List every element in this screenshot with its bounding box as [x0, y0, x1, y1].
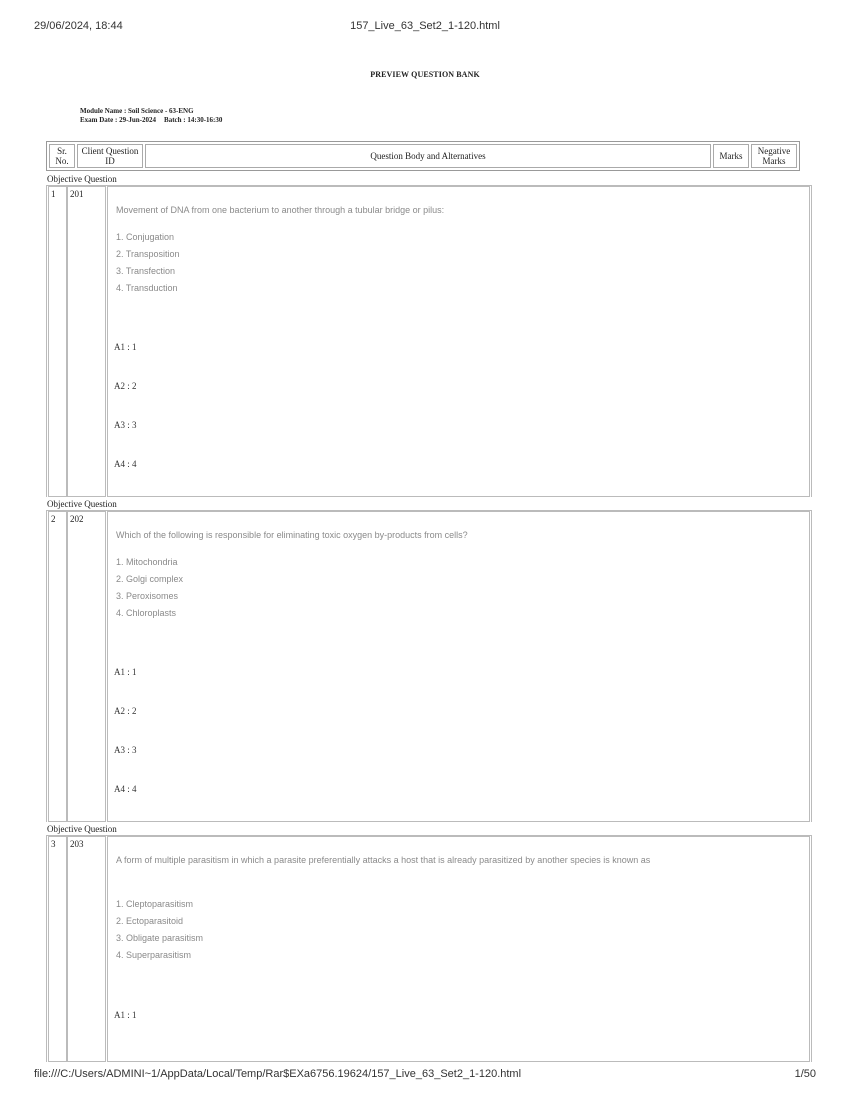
client-id: 203 — [70, 839, 84, 849]
option-item: 4. Chloroplasts — [116, 608, 177, 618]
client-id-cell — [67, 186, 106, 497]
options-list — [116, 896, 203, 964]
page-title: PREVIEW QUESTION BANK — [370, 70, 480, 79]
options-list — [116, 554, 183, 622]
col-negative-marks: Negative Marks — [751, 144, 797, 168]
option-item: 2. Transposition — [116, 249, 180, 259]
question-text: A form of multiple parasitism in which a parasite preferentially attacks a host that is already parasitized by another species is known as — [116, 855, 651, 865]
option-item: 3. Peroxisomes — [116, 591, 179, 601]
option-item: 2. Golgi complex — [116, 574, 184, 584]
option-item: 2. Ectoparasitoid — [116, 916, 184, 926]
client-id-cell — [67, 511, 106, 822]
sr-cell — [48, 511, 67, 822]
question-type-label: Objective Question — [47, 824, 117, 834]
option-item: 3. Transfection — [116, 266, 176, 276]
sr-cell — [48, 836, 67, 1062]
exam-date: Exam Date : 29-Jun-2024 — [80, 116, 157, 124]
client-id: 202 — [70, 514, 84, 524]
option-item: 1. Conjugation — [116, 232, 175, 242]
answer-key: A1 : 1 — [114, 1010, 137, 1020]
question-type-label: Objective Question — [47, 174, 117, 184]
question-body-cell — [107, 511, 810, 822]
option-item: 4. Transduction — [116, 283, 178, 293]
file-path: file:///C:/Users/ADMINI~1/AppData/Local/Temp/Rar$EXa6756.19624/157_Live_63_Set2_1-120.html — [34, 1068, 522, 1080]
sr-number: 3 — [51, 839, 56, 849]
question-row — [46, 510, 812, 822]
answer-key: A3 : 3 — [114, 745, 137, 755]
answer-key: A4 : 4 — [114, 459, 137, 469]
answer-key: A1 : 1 — [114, 342, 137, 352]
answer-key: A1 : 1 — [114, 667, 137, 677]
col-sr: Sr. No. — [49, 144, 75, 168]
sr-cell — [48, 186, 67, 497]
question-text: Movement of DNA from one bacterium to another through a tubular bridge or pilus: — [116, 205, 445, 215]
exam-meta — [80, 107, 222, 125]
answer-key: A2 : 2 — [114, 381, 137, 391]
question-type-label: Objective Question — [47, 499, 117, 509]
batch-time: Batch : 14:30-16:30 — [164, 116, 223, 124]
answer-key: A2 : 2 — [114, 706, 137, 716]
question-body-cell — [107, 186, 810, 497]
question-text: Which of the following is responsible for eliminating toxic oxygen by-products from cells? — [116, 530, 468, 540]
sr-number: 2 — [51, 514, 56, 524]
client-id: 201 — [70, 189, 84, 199]
col-marks: Marks — [713, 144, 749, 168]
question-body-cell — [107, 836, 810, 1062]
col-question-body: Question Body and Alternatives — [145, 144, 711, 168]
sr-number: 1 — [51, 189, 56, 199]
answer-key: A3 : 3 — [114, 420, 137, 430]
print-datetime: 29/06/2024, 18:44 — [34, 20, 123, 32]
page-number: 1/50 — [794, 1068, 816, 1080]
question-row — [46, 835, 812, 1062]
options-list — [116, 229, 180, 297]
print-filename: 157_Live_63_Set2_1-120.html — [350, 20, 500, 32]
client-id-cell — [67, 836, 106, 1062]
answer-key: A4 : 4 — [114, 784, 137, 794]
option-item: 4. Superparasitism — [116, 950, 192, 960]
question-row — [46, 185, 812, 497]
column-header-table — [46, 141, 800, 171]
module-name: Module Name : Soil Science - 63-ENG — [80, 107, 194, 115]
option-item: 1. Mitochondria — [116, 557, 178, 567]
option-item: 1. Cleptoparasitism — [116, 899, 194, 909]
option-item: 3. Obligate parasitism — [116, 933, 204, 943]
col-client-id: Client Question ID — [77, 144, 143, 168]
